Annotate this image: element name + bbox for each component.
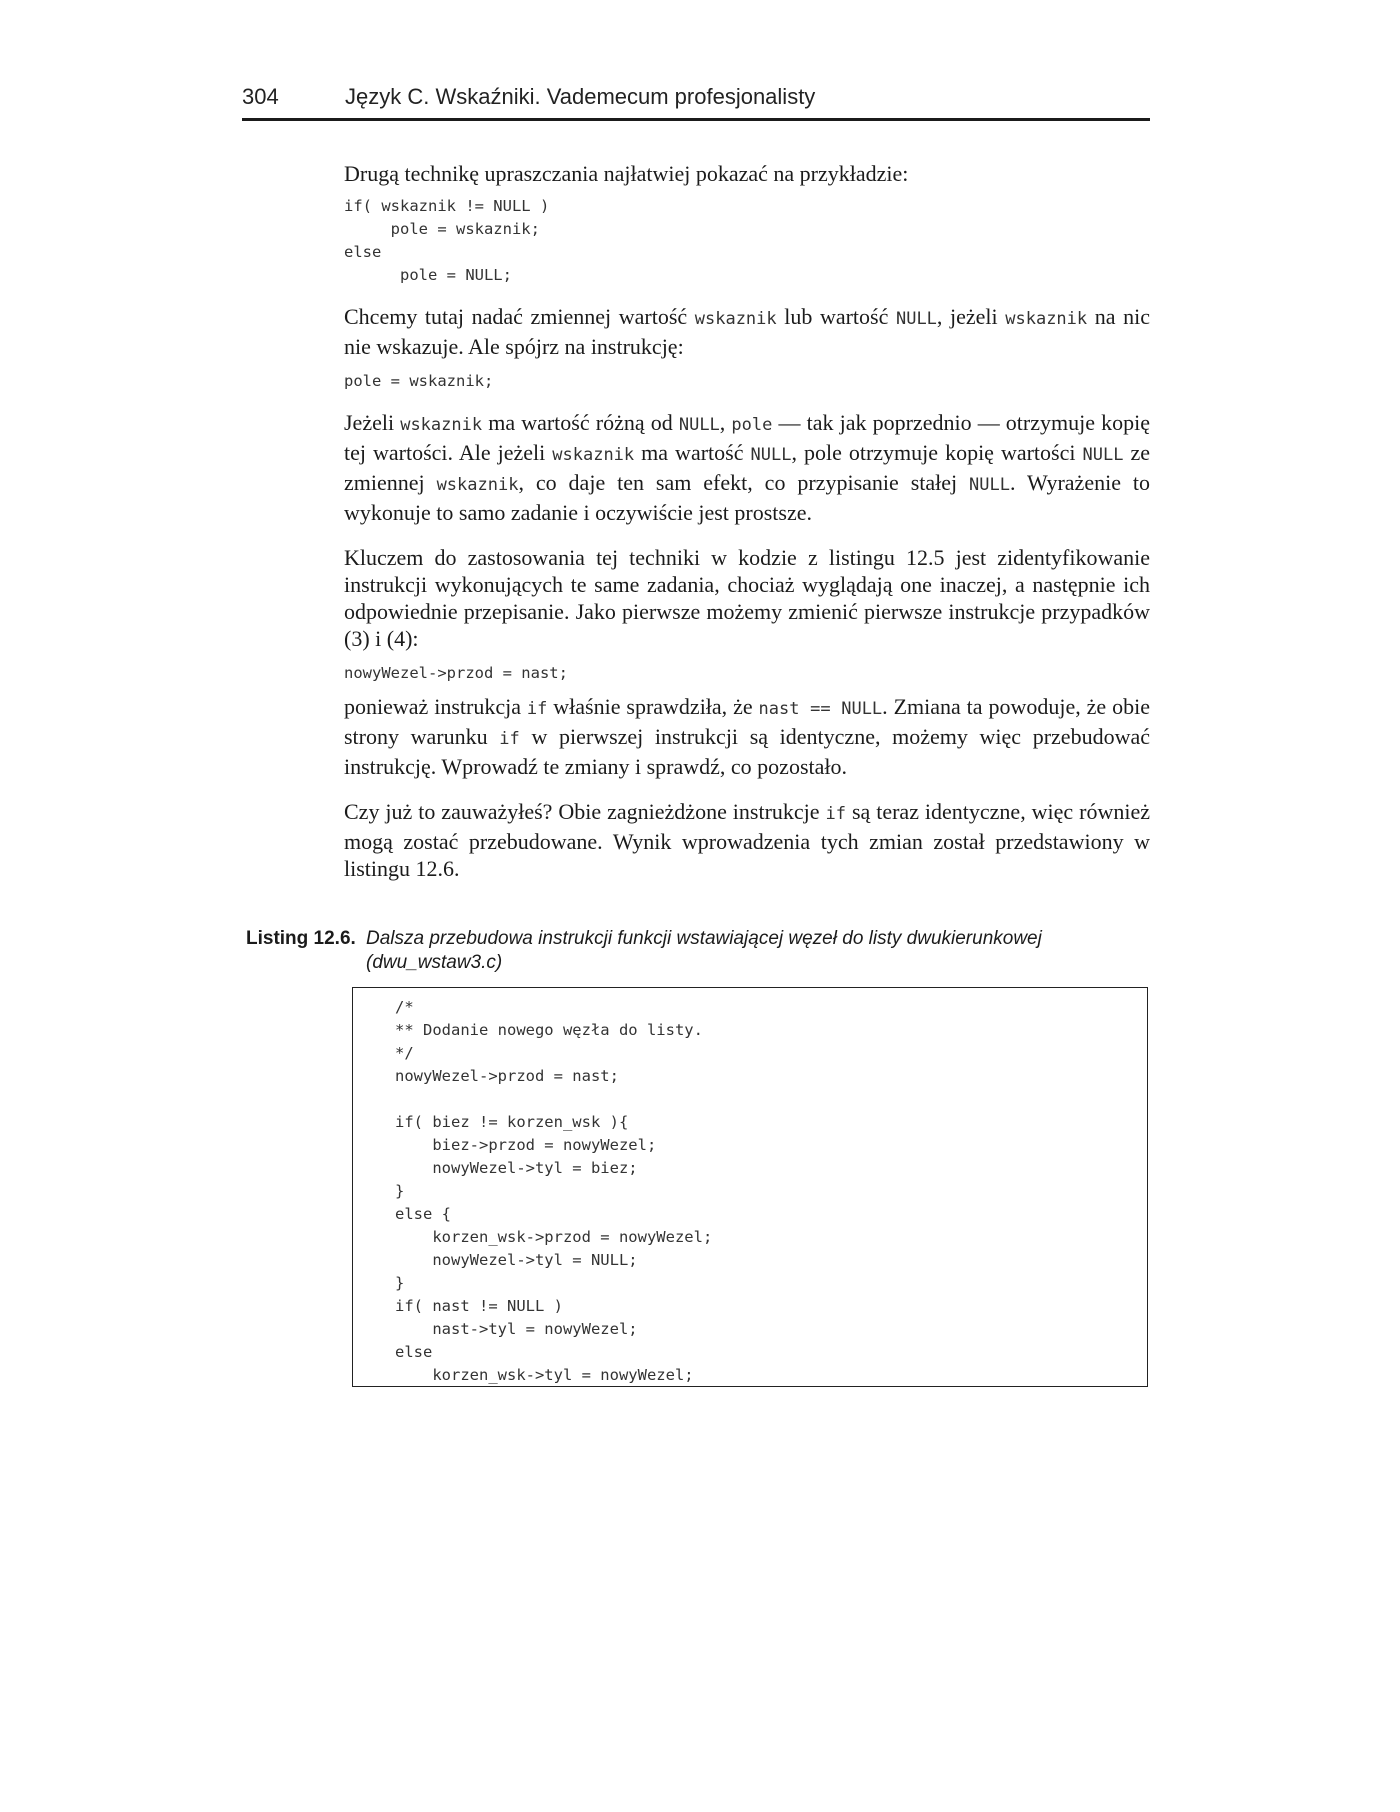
paragraph-null-copy: Jeżeli wskaznik ma wartość różną od NULL, pole — tak jak poprzednio — otrzymuje kopię tej wartości. Ale jeżeli wskaznik ma wartość NULL, pole otrzymuje kopię wartości NULL ze zmiennej wskaznik, co daje ten sam efekt, co przypisanie stałej NULL. Wyrażenie to wykonuje to samo zadanie i oczywiście jest prostsze. <box>344 410 1151 525</box>
paragraph-because: ponieważ instrukcja if właśnie sprawdziła, że nast == NULL. Zmiana ta powoduje, że obie strony warunku if w pierwszej instrukcji są identyczne, możemy więc przebudować instrukcję. Wprowadź te zmiany i sprawdź, co pozostało. <box>344 694 1150 779</box>
page-number: 304 <box>242 84 279 109</box>
code-example-przod: nowyWezel->przod = nast; <box>344 664 568 682</box>
page-body <box>344 160 1150 882</box>
listing-caption-text: Dalsza przebudowa instrukcji funkcji wstawiającej węzeł do listy dwukierunkowej (dwu_wstaw3.c) <box>366 928 1042 973</box>
code-listing-box <box>352 987 1148 1387</box>
code-example-if-else: if( wskaznik != NULL ) pole = wskaznik; else pole = NULL; <box>344 197 550 284</box>
paragraph-key-technique: Kluczem do zastosowania tej techniki w kodzie z listingu 12.5 jest zidentyfikowanie instrukcji wykonujących te same zadania, chociaż wyglądają one inaczej, a następnie ich odpowiednie przepisanie. Jako pierwsze możemy zmienić pierwsze instrukcje przypadków (3) i (4): <box>344 545 1150 651</box>
paragraph-noticed: Czy już to zauważyłeś? Obie zagnieżdżone instrukcje if są teraz identyczne, więc również mogą zostać przebudowane. Wynik wprowadzenia tych zmian został przedstawiony w listingu 12.6. <box>344 799 1150 881</box>
book-title: Język C. Wskaźniki. Vademecum profesjonalisty <box>345 84 816 109</box>
paragraph-intro: Drugą technikę upraszczania najłatwiej pokazać na przykładzie: <box>344 161 909 186</box>
listing-label: Listing 12.6. <box>246 928 356 949</box>
running-header <box>242 84 1150 121</box>
paragraph-explanation: Chcemy tutaj nadać zmiennej wartość wskaznik lub wartość NULL, jeżeli wskaznik na nic nie wskazuje. Ale spójrz na instrukcję: <box>344 304 1150 359</box>
listing-code: /* ** Dodanie nowego węzła do listy. */ nowyWezel->przod = nast; if( biez != korzen_wsk ){ biez->przod = nowyWezel; nowyWezel->tyl = biez; } else { korzen_wsk->przod = nowyWezel; nowyWezel->tyl = NULL; } if( nast != NULL ) nast->tyl = nowyWezel; else korzen_wsk->tyl = nowyWezel; <box>395 998 713 1384</box>
code-example-assignment: pole = wskaznik; <box>344 372 494 390</box>
